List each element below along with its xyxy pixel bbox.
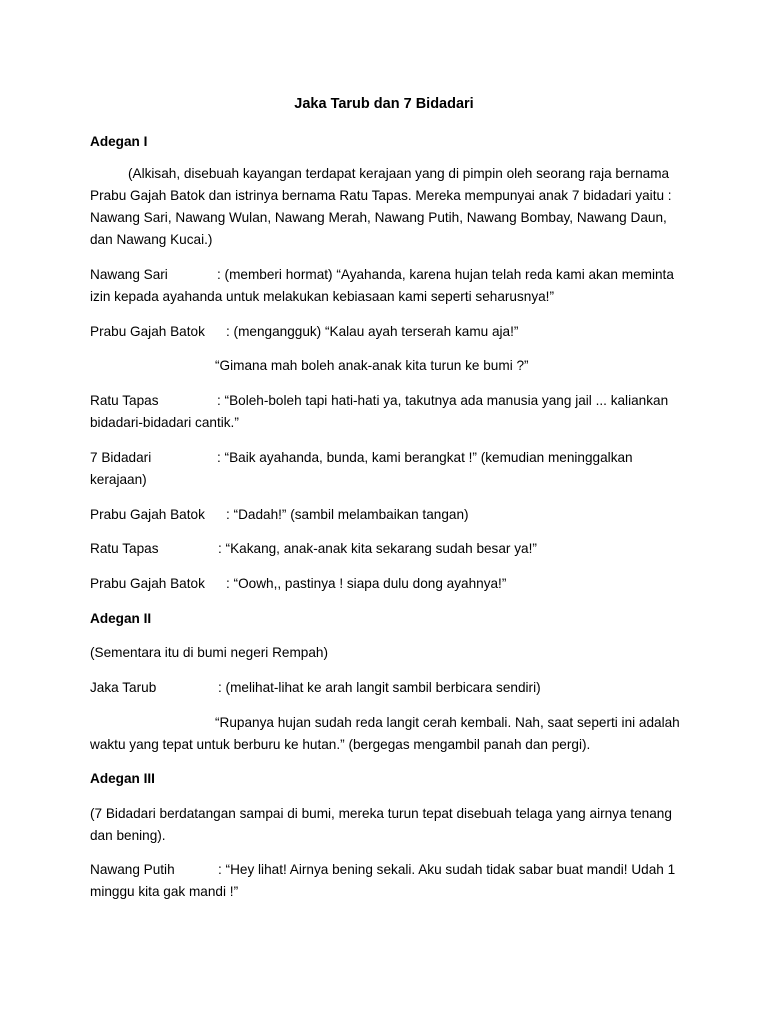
dialogue-text: “Rupanya hujan sudah reda langit cerah kembali. Nah, saat seperti ini adalah waktu yang tepat untuk berburu ke hutan.” (bergegas mengambil panah dan pergi). <box>90 715 680 752</box>
dialogue-line <box>90 573 682 595</box>
scene-1-narration: (Alkisah, disebuah kayangan terdapat kerajaan yang di pimpin oleh seorang raja bernama Prabu Gajah Batok dan istrinya bernama Ratu Tapas. Mereka mempunyai anak 7 bidadari yaitu : Nawang Sari, Nawang Wulan, Nawang Merah, Nawang Putih, Nawang Bombay, Nawang Daun, dan Nawang Kucai.) <box>90 166 672 247</box>
dialogue-text: : “Kakang, anak-anak kita sekarang sudah besar ya!” <box>218 541 537 556</box>
speaker-name: Nawang Sari <box>90 267 168 282</box>
dialogue-line <box>90 321 682 343</box>
dialogue-line <box>90 538 682 560</box>
scene-heading-1: Adegan I <box>90 134 148 149</box>
dialogue-text: : “Boleh-boleh tapi hati-hati ya, takutnya ada manusia yang jail ... kaliankan bidadari-bidadari cantik.” <box>90 393 669 430</box>
dialogue-continuation <box>90 355 682 377</box>
dialogue-text: : “Hey lihat! Airnya bening sekali. Aku sudah tidak sabar buat mandi! Udah 1 minggu kita gak mandi !” <box>90 862 676 899</box>
dialogue-line <box>90 504 682 526</box>
speaker-name: Ratu Tapas <box>90 393 159 408</box>
dialogue-text: : “Baik ayahanda, bunda, kami berangkat !” (kemudian meninggalkan kerajaan) <box>90 450 633 487</box>
dialogue-line <box>90 390 682 434</box>
speaker-name: Prabu Gajah Batok <box>90 576 205 591</box>
dialogue-line <box>90 677 682 699</box>
dialogue-line <box>90 447 682 491</box>
scene-2-narration: (Sementara itu di bumi negeri Rempah) <box>90 645 329 660</box>
dialogue-text: : “Dadah!” (sambil melambaikan tangan) <box>226 507 469 522</box>
dialogue-text: : “Oowh,, pastinya ! siapa dulu dong ayahnya!” <box>226 576 507 591</box>
speaker-name: 7 Bidadari <box>90 450 152 465</box>
dialogue-continuation <box>90 712 682 756</box>
dialogue-text: : (melihat-lihat ke arah langit sambil berbicara sendiri) <box>218 680 541 695</box>
scene-heading-3: Adegan III <box>90 771 155 786</box>
speaker-name: Ratu Tapas <box>90 541 159 556</box>
speaker-name: Prabu Gajah Batok <box>90 324 205 339</box>
speaker-name: Jaka Tarub <box>90 680 157 695</box>
scene-heading-2: Adegan II <box>90 611 152 626</box>
speaker-name: Prabu Gajah Batok <box>90 507 205 522</box>
dialogue-text: “Gimana mah boleh anak-anak kita turun ke bumi ?” <box>215 358 529 373</box>
dialogue-text: : (memberi hormat) “Ayahanda, karena hujan telah reda kami akan meminta izin kepada ayahanda untuk melakukan kebiasaan kami seperti seharusnya!” <box>90 267 674 304</box>
speaker-name: Nawang Putih <box>90 862 175 877</box>
dialogue-text: : (mengangguk) “Kalau ayah terserah kamu aja!” <box>226 324 519 339</box>
scene-3-narration: (7 Bidadari berdatangan sampai di bumi, mereka turun tepat disebuah telaga yang airnya tenang dan bening). <box>90 806 672 843</box>
dialogue-line <box>90 859 682 903</box>
document-title: Jaka Tarub dan 7 Bidadari <box>294 96 474 112</box>
dialogue-line <box>90 264 682 308</box>
